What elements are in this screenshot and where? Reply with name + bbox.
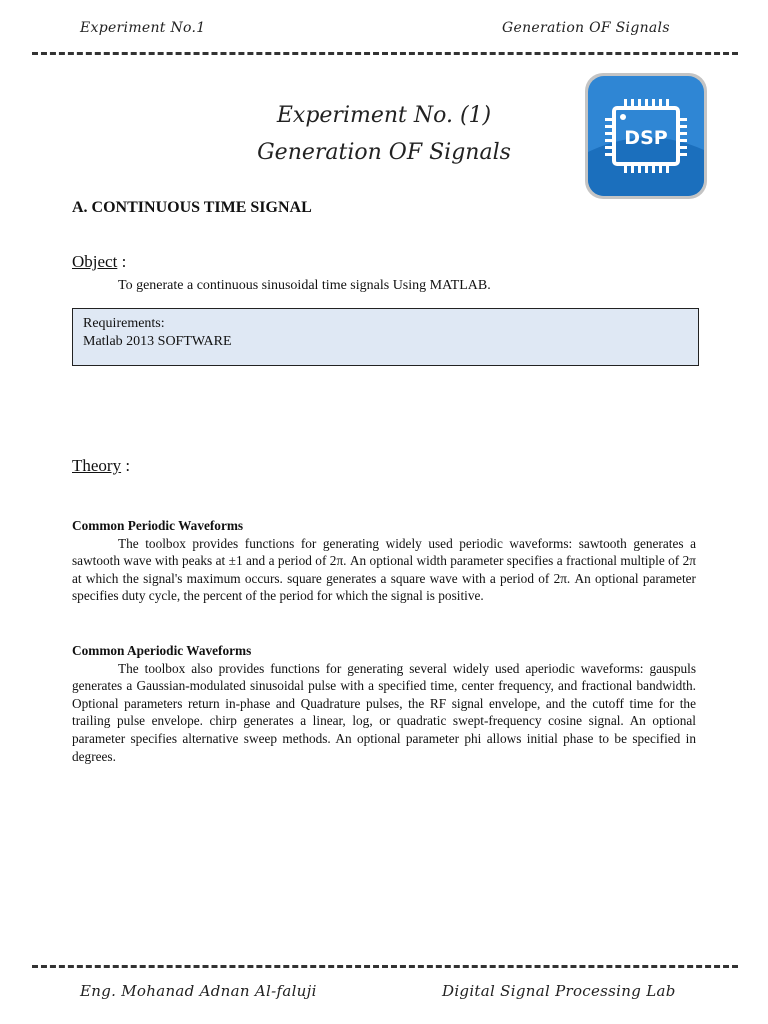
header-experiment-number: Experiment No.1 — [80, 20, 206, 36]
periodic-waveforms-section — [72, 517, 696, 605]
footer-divider — [32, 965, 738, 968]
dsp-chip-logo — [584, 72, 708, 200]
theory-heading-label: Theory — [72, 456, 122, 475]
aperiodic-waveforms-heading: Common Aperiodic Waveforms — [72, 643, 252, 658]
requirements-box — [72, 308, 699, 366]
theory-heading — [72, 456, 130, 476]
header-topic: Generation OF Signals — [502, 20, 670, 36]
page-title: Experiment No. (1) — [276, 103, 492, 128]
object-heading-colon: : — [117, 252, 127, 271]
aperiodic-waveforms-section — [72, 642, 696, 765]
object-text: To generate a continuous sinusoidal time signals Using MATLAB. — [118, 278, 491, 293]
object-heading — [72, 252, 126, 272]
footer-lab-name: Digital Signal Processing Lab — [442, 982, 676, 1000]
footer-author: Eng. Mohanad Adnan Al-faluji — [80, 982, 317, 1000]
section-heading-continuous-time-signal: A. CONTINUOUS TIME SIGNAL — [72, 199, 312, 216]
page-subtitle: Generation OF Signals — [257, 140, 511, 165]
periodic-waveforms-body: The toolbox provides functions for generating widely used periodic waveforms: sawtooth generates a sawtooth wave with peaks at ±1 and a period of 2π. An optional width parameter specifies a fractional multiple of 2π at which the signal's maximum occurs. square generates a square wave with a period of 2π. An optional parameter specifies duty cycle, the percent of the period for which the signal is positive. — [72, 535, 696, 604]
logo-text: DSP — [624, 127, 668, 149]
object-heading-label: Object — [72, 252, 118, 271]
requirements-value: Matlab 2013 SOFTWARE — [83, 334, 232, 349]
periodic-waveforms-heading: Common Periodic Waveforms — [72, 518, 244, 533]
aperiodic-waveforms-body: The toolbox also provides functions for generating several widely used aperiodic waveforms: gauspuls generates a Gaussian-modulated sinusoidal pulse with a specified time, center frequency, and fractional bandwidth. Optional parameters return in-phase and Quadrature pulses, the RF signal envelope, and the cutoff time for the trailing pulse envelope. chirp generates a linear, log, or quadratic swept-frequency cosine signal. An optional parameter specifies alternative sweep methods. An optional parameter phi allows initial phase to be specified in degrees. — [72, 660, 696, 764]
theory-heading-colon: : — [121, 456, 131, 475]
header-divider — [32, 52, 738, 55]
requirements-label: Requirements: — [83, 316, 165, 331]
